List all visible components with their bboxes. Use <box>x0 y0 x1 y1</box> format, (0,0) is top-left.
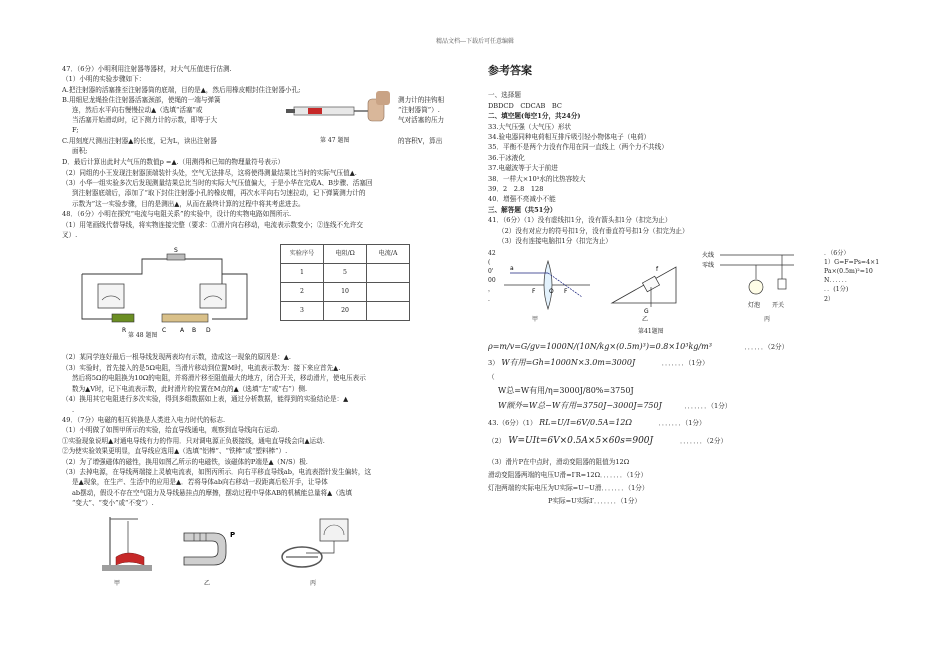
answer-line: 滑动变阻器两端的电压U滑=I′R=12Ω．．．．．．．（1分） <box>488 470 648 479</box>
q47-line: D．最后计算出此时大气压的数值p =▲.（用测得和已知的物理量符号表示） <box>62 158 285 167</box>
score: ．．．．．．．（2分） <box>680 436 728 445</box>
table-row <box>281 264 410 283</box>
table-cell <box>367 283 410 302</box>
equation-prefix: （ <box>488 372 495 381</box>
q47-line: （3）小华一组实验多次后发现测量结果总比当时的实际大气压值偏大，于是小华在完成A、B步骤、活塞回 <box>62 179 373 188</box>
fig41-jia-lens <box>502 255 592 315</box>
fig48-label-c: C <box>162 327 167 335</box>
fragment: Pa×(0.5m)²=10 <box>824 267 873 275</box>
fig41-sub-bing: 丙 <box>764 315 771 323</box>
answer-line: DBDCD CDCAB BC <box>488 101 562 110</box>
answer-line: 41．（6分）（1）没有虚线扣1分，没有箭头扣1分（扣完为止） <box>488 216 672 225</box>
table-cell: 2 <box>281 283 324 302</box>
fig48-label-r: R <box>122 327 127 335</box>
equation-row <box>488 339 888 355</box>
q48-line: （2）某同学连好最后一根导线发现两表均有示数，造成这一现象的原因是：▲. <box>62 353 291 362</box>
answer-line: 35．平衡不是两个力没有作用在同一直线上（两个力不共线） <box>488 143 668 152</box>
answer-line: （2）没有对应力的符号扣1分，没有垂直符号扣1分（扣完为止） <box>498 226 689 235</box>
q48-line: （4）换用其它电阻进行多次实验，得到多组数据如上表，通过分析数据，能得到的实验结论是：▲ <box>62 395 349 404</box>
table-cell: 3 <box>281 302 324 321</box>
answer-line: 37.电磁波等于大于前进 <box>488 164 558 173</box>
q48-line: 叉）. <box>62 231 78 240</box>
q47-line: 到注射器底端后，添加了“取下封住注射器小孔的橡皮帽，再次水平向右匀速拉动，记下弹簧测力计的 <box>72 189 366 198</box>
q47-line: （2）同组的小王发现注射器顶端装针头处，空气无法排尽，这将使得测量结果比当时的实际气压值▲. <box>62 168 357 177</box>
q47-side-text: 气对活塞的压力 <box>398 116 445 125</box>
circuit-figure <box>62 244 262 340</box>
q48-figure-block <box>62 240 464 352</box>
question-43: 43.（6分）（1） <box>488 418 537 427</box>
fig49-jia <box>98 513 158 577</box>
fig41-left-fragments <box>488 249 496 304</box>
score: ．．．．．．．（1分） <box>684 401 732 410</box>
q49-figure-block <box>62 509 464 589</box>
table-cell: 20 <box>324 302 367 321</box>
q49-line: “变大”、“变小”或“不变”）. <box>72 499 154 508</box>
q47-line: （1）小明的实验步骤如下： <box>62 75 146 84</box>
answer-line: 33.大气压强（大气压）形状 <box>488 122 572 131</box>
table-cell <box>367 264 410 283</box>
fig41-label-g: G <box>644 307 649 315</box>
q47-line: 面积; <box>72 147 88 156</box>
q47-line: 当活塞开始滑动时，记下测力计的示数，即等于大 <box>72 116 218 125</box>
answer-line: （3）滑片P在中点时，滑动变阻器的阻值为12Ω <box>488 457 630 466</box>
table-cell <box>367 302 410 321</box>
fig47-caption: 第 47 题图 <box>320 137 350 145</box>
fig41-label-a: a <box>510 264 514 272</box>
syringe-figure <box>284 89 396 133</box>
fragment: 42 <box>488 249 496 257</box>
q49-line: 49．（7分）电磁的相互转换是人类进入电力时代的标志. <box>62 415 226 424</box>
equation-resistance: RL=U/I=6V/0.5A=12Ω <box>539 417 633 427</box>
answer-line: 34.验电器同种电荷相互排斥吸引轻小物体电子（电荷） <box>488 133 651 142</box>
q47-line: 连，然后水平向右慢慢拉动▲（选填“活塞”或 <box>72 106 203 115</box>
equation-electric-work: W=UIt=6V×0.5A×5×60s=900J <box>508 435 654 446</box>
q48-line: 然后将5Ω的电阻换为10Ω的电阻，并将滑片移至阻值最大的地方，闭合开关，移动滑片，使电压表示 <box>72 374 366 383</box>
fig49-caption-bing: 丙 <box>310 579 317 587</box>
fragment: N．．．．．． <box>824 277 852 285</box>
q49-line: （1）小明做了如图甲所示的实验，给直导线通电，观察到直导线向右运动. <box>62 426 280 435</box>
q49-line: （2）为了增强磁体的磁性，换用如图乙所示的电磁铁，该磁体的P端是▲（N/S）极. <box>62 457 308 466</box>
q48-line: （1）用笔画线代替导线，将实物连接完整（要求：①滑片向右移动，电流表示数变小；②连线不允许交 <box>62 220 363 229</box>
fig48-caption: 第 48 题图 <box>128 332 158 340</box>
equation-prefix: 3） <box>488 358 499 367</box>
score: ．．．．．．．（1分） <box>661 358 709 367</box>
fig41-caption: 第41题图 <box>638 327 664 335</box>
equation-extra-work: W额外=W总−W有用=3750J−3000J=750J <box>498 400 662 410</box>
data-table <box>280 244 410 321</box>
table-header-row <box>281 245 410 264</box>
table-cell: 10 <box>324 283 367 302</box>
fig41-sub-jia: 甲 <box>532 315 539 323</box>
fragment: . <box>488 295 490 303</box>
fig41-label-neutral: 零线 <box>702 261 715 269</box>
q48-line: . <box>72 405 75 414</box>
q47-side-text: 的容积V，算出 <box>398 137 443 146</box>
fig41-label-f: f <box>656 265 659 273</box>
equation-total-work: W总=W有用/η=3000J/80%=3750J <box>498 385 634 395</box>
q48-line: 数为▲V时，记下电流表示数，此时滑片的位置在M点的▲（选填“左”或“右”）侧. <box>72 384 308 393</box>
answer-line: 39．2 2.8 128 <box>488 185 544 194</box>
fig48-label-d: D <box>206 327 211 335</box>
table-row <box>281 302 410 321</box>
answer-line: 38．一样大×10³水的比热容较大 <box>488 174 586 183</box>
fragment: ， <box>488 286 495 294</box>
page-header: 精品文档---下载后可任意编辑 <box>435 38 515 45</box>
fig49-yi <box>174 523 244 575</box>
answer-line: 三、解答题（共51分） <box>488 205 557 214</box>
q47-side-text: 测力计的挂钩相 <box>398 96 445 105</box>
table-cell: 5 <box>324 264 367 283</box>
fig41-label-f2: F <box>564 287 568 295</box>
q47-line: F; <box>72 126 79 135</box>
fragment: ．（6分） <box>824 249 850 257</box>
fig41-yi-incline <box>606 255 686 315</box>
answer-line: 40．增强不亮减小不能 <box>488 195 556 204</box>
fig41-right-fragments <box>824 249 879 304</box>
fragment: ( <box>488 258 491 266</box>
question-43-2: （2） <box>488 436 506 445</box>
fig41-label-live: 火线 <box>702 251 715 259</box>
answer-line: 灯泡两端的实际电压为U实际=U−U滑．．．．．．．（1分） <box>488 483 649 492</box>
q47-figure-block <box>62 95 464 157</box>
q47-line: 示数为”这一实验步骤，目的是测出▲，从而在最终计算的过程中将其考虑进去。 <box>72 199 305 208</box>
equation-density: ρ=m/v=G/gv=1000N/(10N/kg×(0.5m)³)=0.8×10³kg/m³ <box>488 341 712 351</box>
q47-line: B.用细尼龙绳拴住注射器活塞颈部，使绳的一端与弹簧 <box>62 96 221 105</box>
table-row <box>281 283 410 302</box>
equation-useful-work: W有用=Gh=1000N×3.0m=3000J <box>501 357 636 367</box>
fig49-bing <box>276 513 356 575</box>
q49-line: ②为使实验效果更明显，直导线应选用▲（选填“铝棒”、“铁棒”或“塑料棒”）. <box>62 447 288 456</box>
q49-line: 是▲现象，在生产、生活中的应用是▲．若将导体ab向右移动一段距离后松开手，让导体 <box>72 478 328 487</box>
q49-line: ①实验现象说明▲对通电导线有力的作用．只对调电源正负极接线，通电直导线会向▲运动. <box>62 436 325 445</box>
q49-line: ab摆动，假设不存在空气阻力及导线悬挂点的摩擦，摆动过程中导体AB的机械能总量将▲（选填 <box>72 488 352 497</box>
table-cell: 1 <box>281 264 324 283</box>
fig49-caption-yi: 乙 <box>204 579 211 587</box>
fragment: 00 <box>488 277 496 285</box>
q49-line: （3）去掉电源，在导线两端接上灵敏电流表，如图丙所示．向右平移直导线ab，电流表指针发生偏转，这 <box>62 467 372 476</box>
fig41-label-switch: 开关 <box>772 301 785 309</box>
fragment: 0' <box>488 267 494 275</box>
answer-title: 参考答案 <box>488 64 532 77</box>
fragment: ．．(1分) <box>824 286 849 294</box>
answer-line: 36.干冰液化 <box>488 153 525 162</box>
answer-line: （3）没有连接电脑扣1分（扣完为止） <box>498 237 612 246</box>
fig49-caption-jia: 甲 <box>114 579 121 587</box>
fig41-bing-circuit <box>698 249 798 319</box>
table-header-cell: 实验序号 <box>281 245 324 264</box>
equation-row <box>488 398 888 414</box>
equation-row <box>488 432 888 450</box>
q48-line: 48．（6分）小明在探究“电流与电阻关系”的实验中，设计的实物电路如图所示. <box>62 210 292 219</box>
q47-line: A.把注射器的活塞推至注射器筒的底端，目的是▲，然后用橡皮帽封住注射器小孔; <box>62 85 301 94</box>
score: ．．．．．．（2分） <box>744 342 789 351</box>
left-column <box>62 64 464 589</box>
fig41-block <box>488 247 888 339</box>
answer-line: 一、选择题 <box>488 91 521 100</box>
fig41-label-bulb: 灯泡 <box>748 301 761 309</box>
answer-line: 二、填空题(每空1分，共24分) <box>488 112 581 121</box>
fig49-label-p: P <box>230 530 236 539</box>
fragment: 1）G=F=Ps=4×1 <box>824 258 880 266</box>
fig41-sub-yi: 乙 <box>642 315 649 323</box>
right-column <box>488 64 888 508</box>
answer-line: P实际=U实际I′．．．．．．．（1分） <box>548 496 642 505</box>
q47-line: 47．（6分）小明利用注射器等器材，对大气压值进行估测. <box>62 65 232 73</box>
fig41-label-f1: F <box>532 287 536 295</box>
equation-row <box>488 414 888 432</box>
q48-line: （3）实验时，首先接入的是5Ω电阻，当滑片移动到位置M时，电流表示数为：接下来应首先▲. <box>62 363 341 372</box>
table-header-cell: 电流/A <box>367 245 410 264</box>
q47-line: C.用刻度尺测出注射器▲的长度，记为L，读出注射器 <box>62 137 217 146</box>
equation-row <box>488 355 888 371</box>
table-header-cell: 电阻/Ω <box>324 245 367 264</box>
fig48-label-s: S <box>174 247 178 255</box>
fig41-label-o: O <box>549 287 554 295</box>
score: ．．．．．．．（1分） <box>658 418 706 427</box>
fig48-label-b: B <box>192 327 197 335</box>
q47-side-text: “注射器筒”）. <box>398 106 440 115</box>
fig48-label-a: A <box>180 327 185 335</box>
fragment: 2） <box>824 295 835 303</box>
